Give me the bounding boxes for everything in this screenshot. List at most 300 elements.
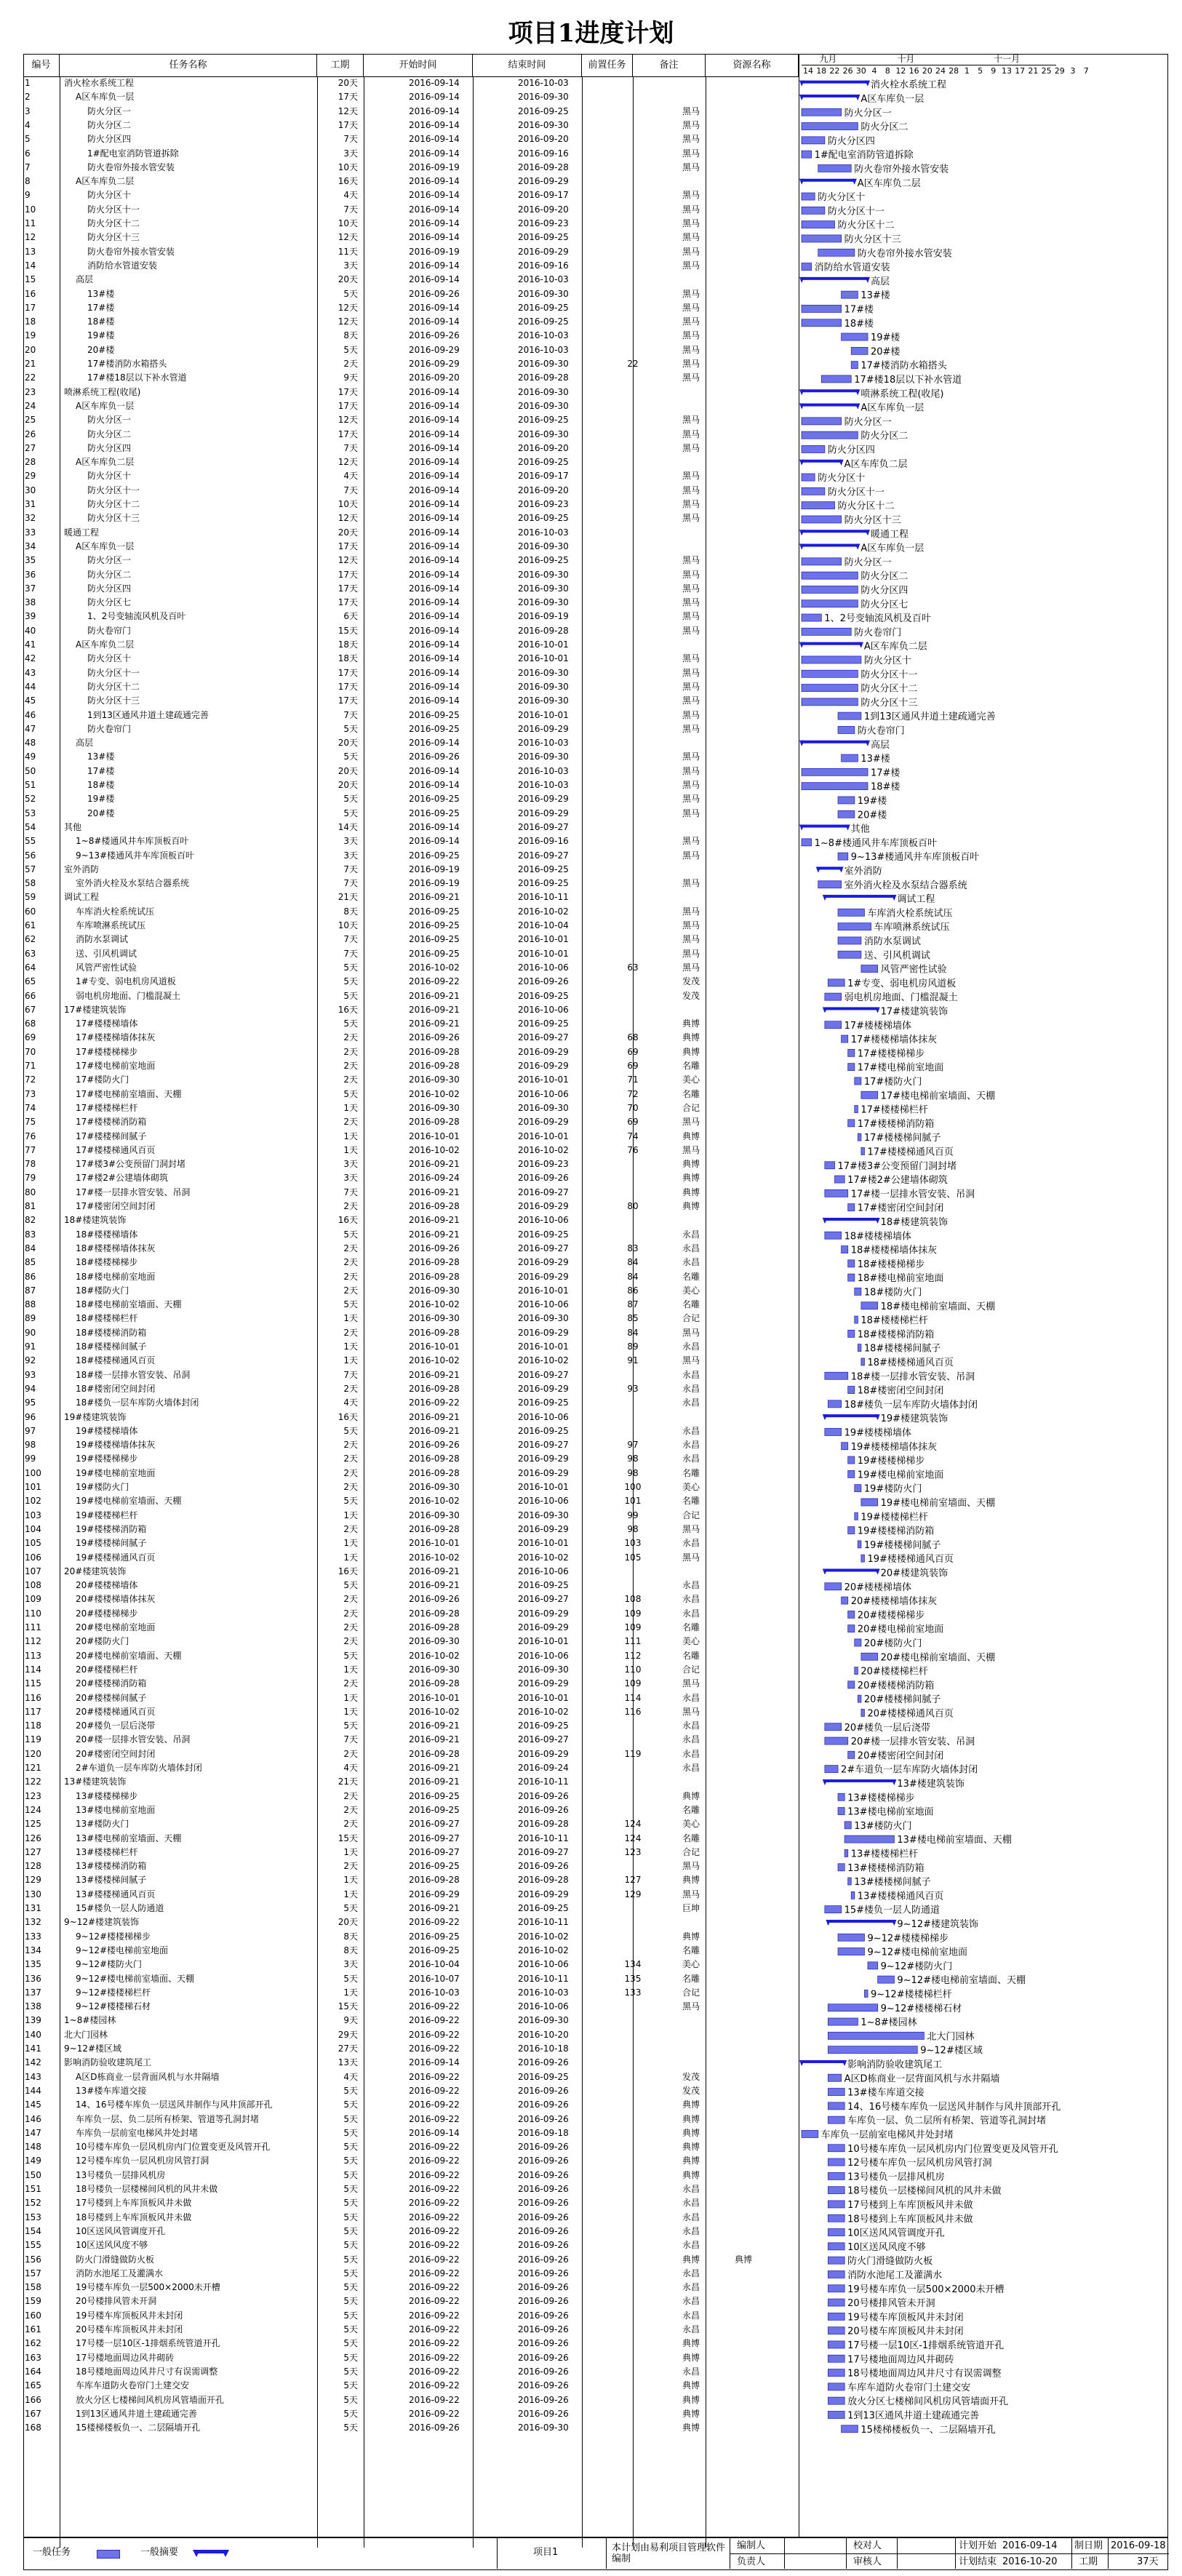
task-bar[interactable]: [861, 1146, 954, 1157]
task-bar[interactable]: [828, 2311, 963, 2323]
table-row[interactable]: [23, 2408, 799, 2422]
col-header-note[interactable]: 备注: [633, 54, 706, 77]
table-row[interactable]: [23, 948, 799, 962]
task-bar[interactable]: [838, 711, 996, 722]
task-bar[interactable]: [802, 303, 874, 315]
task-bar[interactable]: [825, 992, 958, 1003]
summary-bar[interactable]: [826, 1918, 978, 1930]
table-row[interactable]: [23, 1467, 799, 1481]
table-row[interactable]: [23, 597, 799, 610]
table-row[interactable]: [23, 302, 799, 316]
table-row[interactable]: [23, 541, 799, 554]
table-row[interactable]: [23, 2337, 799, 2351]
table-row[interactable]: [23, 1902, 799, 1916]
table-row[interactable]: [23, 512, 799, 526]
summary-bar[interactable]: [823, 1413, 948, 1424]
task-bar[interactable]: [825, 1160, 957, 1172]
table-row[interactable]: [23, 1200, 799, 1214]
table-row[interactable]: [23, 793, 799, 807]
task-bar[interactable]: [861, 1090, 995, 1101]
table-row[interactable]: [23, 1397, 799, 1411]
task-bar[interactable]: [861, 964, 947, 976]
table-row[interactable]: [23, 2422, 799, 2436]
task-bar[interactable]: [848, 1272, 944, 1284]
table-row[interactable]: [23, 2212, 799, 2225]
task-bar[interactable]: [844, 1848, 918, 1859]
table-row[interactable]: [23, 162, 799, 175]
table-row[interactable]: [23, 2394, 799, 2408]
task-bar[interactable]: [848, 1062, 944, 1074]
table-row[interactable]: [23, 2225, 799, 2239]
task-bar[interactable]: [825, 1188, 975, 1200]
task-bar[interactable]: [802, 135, 875, 147]
task-bar[interactable]: [818, 247, 952, 259]
task-bar[interactable]: [828, 2101, 1061, 2113]
table-row[interactable]: [23, 330, 799, 343]
task-bar[interactable]: [848, 1203, 944, 1214]
task-bar[interactable]: [828, 2255, 933, 2267]
table-row[interactable]: [23, 1510, 799, 1523]
table-row[interactable]: [23, 976, 799, 989]
task-bar[interactable]: [838, 1932, 949, 1944]
task-bar[interactable]: [844, 1820, 912, 1832]
task-bar[interactable]: [828, 2340, 1004, 2351]
table-row[interactable]: [23, 2295, 799, 2309]
task-bar[interactable]: [838, 795, 887, 807]
table-row[interactable]: [23, 204, 799, 218]
table-row[interactable]: [23, 358, 799, 372]
task-bar[interactable]: [842, 290, 891, 301]
summary-bar[interactable]: [816, 865, 882, 877]
task-bar[interactable]: [802, 430, 908, 442]
table-row[interactable]: [23, 1439, 799, 1453]
summary-bar[interactable]: [799, 388, 944, 399]
task-bar[interactable]: [802, 2129, 954, 2140]
task-bar[interactable]: [838, 851, 979, 863]
table-row[interactable]: [23, 1678, 799, 1691]
table-row[interactable]: [23, 2281, 799, 2295]
table-row[interactable]: [23, 316, 799, 330]
task-bar[interactable]: [848, 1680, 935, 1691]
table-row[interactable]: [23, 2043, 799, 2057]
table-row[interactable]: [23, 583, 799, 597]
col-header-name[interactable]: 任务名称: [60, 54, 317, 77]
task-bar[interactable]: [802, 220, 895, 231]
task-bar[interactable]: [828, 2396, 1008, 2407]
task-bar[interactable]: [802, 486, 884, 498]
table-row[interactable]: [23, 2057, 799, 2070]
task-bar[interactable]: [802, 191, 865, 203]
table-row[interactable]: [23, 1285, 799, 1299]
col-header-duration[interactable]: 工期: [317, 54, 364, 77]
table-row[interactable]: [23, 2155, 799, 2169]
task-bar[interactable]: [825, 1427, 911, 1438]
task-bar[interactable]: [825, 1582, 911, 1593]
task-bar[interactable]: [848, 1876, 931, 1888]
table-row[interactable]: [23, 765, 799, 779]
task-bar[interactable]: [848, 1455, 925, 1467]
table-row[interactable]: [23, 1327, 799, 1341]
table-row[interactable]: [23, 148, 799, 162]
table-row[interactable]: [23, 1846, 799, 1860]
task-bar[interactable]: [802, 781, 901, 793]
table-row[interactable]: [23, 1720, 799, 1734]
table-row[interactable]: [23, 1579, 799, 1593]
table-row[interactable]: [23, 77, 799, 91]
task-bar[interactable]: [802, 655, 911, 666]
table-row[interactable]: [23, 400, 799, 414]
table-row[interactable]: [23, 2001, 799, 2014]
table-row[interactable]: [23, 2324, 799, 2337]
table-row[interactable]: [23, 2380, 799, 2393]
task-bar[interactable]: [828, 2409, 979, 2421]
task-bar[interactable]: [802, 318, 874, 330]
task-bar[interactable]: [835, 1174, 948, 1186]
task-bar[interactable]: [858, 1539, 941, 1551]
summary-bar[interactable]: [799, 528, 909, 540]
task-bar[interactable]: [828, 2115, 1046, 2126]
table-row[interactable]: [23, 962, 799, 976]
summary-bar[interactable]: [799, 178, 921, 189]
table-row[interactable]: [23, 1144, 799, 1158]
summary-bar[interactable]: [799, 276, 890, 287]
summary-bar[interactable]: [799, 79, 946, 91]
table-row[interactable]: [23, 1593, 799, 1607]
task-bar[interactable]: [802, 514, 901, 526]
table-row[interactable]: [23, 372, 799, 386]
table-row[interactable]: [23, 1874, 799, 1888]
task-bar[interactable]: [828, 2297, 935, 2309]
task-bar[interactable]: [802, 683, 917, 695]
task-bar[interactable]: [855, 1666, 928, 1678]
table-row[interactable]: [23, 1889, 799, 1902]
task-bar[interactable]: [855, 1076, 922, 1088]
col-header-predecessor[interactable]: 前置任务: [582, 54, 633, 77]
table-row[interactable]: [23, 1131, 799, 1144]
task-bar[interactable]: [825, 1736, 975, 1747]
table-row[interactable]: [23, 667, 799, 681]
task-bar[interactable]: [802, 121, 908, 133]
table-row[interactable]: [23, 1243, 799, 1256]
table-row[interactable]: [23, 1481, 799, 1495]
task-bar[interactable]: [858, 1132, 941, 1144]
table-row[interactable]: [23, 1566, 799, 1579]
task-bar[interactable]: [818, 163, 949, 175]
table-row[interactable]: [23, 850, 799, 864]
task-bar[interactable]: [828, 2213, 973, 2225]
table-row[interactable]: [23, 274, 799, 287]
table-row[interactable]: [23, 554, 799, 568]
task-bar[interactable]: [861, 1497, 995, 1509]
task-bar[interactable]: [818, 880, 967, 891]
table-row[interactable]: [23, 189, 799, 203]
summary-bar[interactable]: [799, 402, 924, 414]
table-row[interactable]: [23, 1790, 799, 1804]
task-bar[interactable]: [828, 2353, 954, 2365]
task-bar[interactable]: [828, 2143, 1058, 2155]
task-bar[interactable]: [855, 1315, 928, 1326]
task-bar[interactable]: [825, 1230, 911, 1242]
task-bar[interactable]: [802, 472, 865, 484]
table-row[interactable]: [23, 933, 799, 947]
table-row[interactable]: [23, 470, 799, 484]
task-bar[interactable]: [855, 1483, 922, 1495]
table-row[interactable]: [23, 1552, 799, 1566]
task-bar[interactable]: [825, 1722, 930, 1734]
task-bar[interactable]: [855, 1286, 922, 1298]
table-row[interactable]: [23, 1804, 799, 1818]
task-bar[interactable]: [855, 1511, 928, 1523]
table-row[interactable]: [23, 119, 799, 133]
task-bar[interactable]: [838, 949, 930, 961]
table-row[interactable]: [23, 709, 799, 723]
table-row[interactable]: [23, 1088, 799, 1102]
task-bar[interactable]: [848, 1328, 935, 1340]
task-bar[interactable]: [855, 1638, 922, 1649]
task-bar[interactable]: [842, 1595, 938, 1607]
table-row[interactable]: [23, 527, 799, 541]
table-row[interactable]: [23, 414, 799, 428]
table-row[interactable]: [23, 2239, 799, 2253]
table-row[interactable]: [23, 1833, 799, 1846]
table-row[interactable]: [23, 1622, 799, 1635]
task-bar[interactable]: [838, 809, 887, 821]
task-bar[interactable]: [828, 2269, 942, 2281]
task-bar[interactable]: [802, 262, 890, 274]
task-bar[interactable]: [848, 1624, 944, 1635]
table-row[interactable]: [23, 428, 799, 442]
task-bar[interactable]: [842, 1441, 938, 1453]
task-bar[interactable]: [851, 1890, 943, 1902]
table-row[interactable]: [23, 2366, 799, 2380]
col-header-start[interactable]: 开始时间: [364, 54, 473, 77]
task-bar[interactable]: [848, 1526, 935, 1537]
table-row[interactable]: [23, 653, 799, 666]
task-bar[interactable]: [828, 2003, 962, 2014]
task-bar[interactable]: [802, 557, 892, 568]
table-row[interactable]: [23, 1987, 799, 2001]
task-bar[interactable]: [802, 669, 917, 680]
task-bar[interactable]: [878, 1974, 1026, 1986]
table-row[interactable]: [23, 1958, 799, 1972]
task-bar[interactable]: [828, 2185, 1001, 2197]
table-row[interactable]: [23, 821, 799, 835]
task-bar[interactable]: [825, 1905, 940, 1916]
table-row[interactable]: [23, 2014, 799, 2028]
table-row[interactable]: [23, 1229, 799, 1243]
task-bar[interactable]: [802, 626, 901, 638]
table-row[interactable]: [23, 1060, 799, 1074]
task-bar[interactable]: [861, 1707, 954, 1719]
task-bar[interactable]: [802, 205, 884, 217]
task-bar[interactable]: [828, 2326, 963, 2337]
summary-bar[interactable]: [799, 458, 908, 470]
task-bar[interactable]: [802, 501, 895, 512]
table-row[interactable]: [23, 1748, 799, 1762]
table-row[interactable]: [23, 864, 799, 877]
table-row[interactable]: [23, 1608, 799, 1622]
task-bar[interactable]: [802, 599, 908, 610]
task-bar[interactable]: [802, 837, 937, 849]
table-row[interactable]: [23, 1074, 799, 1088]
table-row[interactable]: [23, 639, 799, 653]
task-bar[interactable]: [838, 936, 921, 947]
table-row[interactable]: [23, 1635, 799, 1649]
table-row[interactable]: [23, 1271, 799, 1285]
task-bar[interactable]: [842, 1034, 938, 1045]
table-row[interactable]: [23, 1650, 799, 1664]
summary-bar[interactable]: [799, 543, 924, 554]
summary-bar[interactable]: [823, 894, 935, 905]
table-row[interactable]: [23, 1537, 799, 1551]
table-row[interactable]: [23, 1032, 799, 1045]
table-row[interactable]: [23, 91, 799, 105]
task-bar[interactable]: [838, 1806, 934, 1818]
table-row[interactable]: [23, 2268, 799, 2281]
table-row[interactable]: [23, 1973, 799, 1987]
task-bar[interactable]: [842, 332, 901, 343]
table-row[interactable]: [23, 260, 799, 274]
table-row[interactable]: [23, 877, 799, 891]
table-row[interactable]: [23, 175, 799, 189]
table-row[interactable]: [23, 1214, 799, 1228]
task-bar[interactable]: [828, 2199, 973, 2211]
task-bar[interactable]: [855, 1104, 928, 1116]
task-bar[interactable]: [868, 1961, 952, 1972]
table-row[interactable]: [23, 1383, 799, 1397]
table-row[interactable]: [23, 1411, 799, 1425]
table-row[interactable]: [23, 1341, 799, 1355]
table-row[interactable]: [23, 610, 799, 624]
task-bar[interactable]: [848, 1469, 944, 1480]
table-row[interactable]: [23, 1818, 799, 1832]
task-bar[interactable]: [802, 570, 908, 582]
table-row[interactable]: [23, 288, 799, 302]
table-row[interactable]: [23, 1495, 799, 1509]
col-header-end[interactable]: 结束时间: [473, 54, 582, 77]
table-row[interactable]: [23, 1916, 799, 1930]
table-row[interactable]: [23, 1187, 799, 1200]
table-row[interactable]: [23, 2352, 799, 2366]
task-bar[interactable]: [828, 1399, 978, 1411]
summary-bar[interactable]: [799, 93, 924, 105]
table-row[interactable]: [23, 569, 799, 583]
task-bar[interactable]: [861, 1301, 995, 1312]
col-header-resource[interactable]: 资源名称: [706, 54, 799, 77]
table-row[interactable]: [23, 1706, 799, 1720]
table-row[interactable]: [23, 1931, 799, 1945]
task-bar[interactable]: [842, 753, 891, 765]
table-row[interactable]: [23, 1256, 799, 1270]
table-row[interactable]: [23, 681, 799, 695]
task-bar[interactable]: [802, 697, 917, 709]
table-row[interactable]: [23, 751, 799, 765]
table-row[interactable]: [23, 1692, 799, 1706]
task-bar[interactable]: [848, 1750, 944, 1761]
table-row[interactable]: [23, 344, 799, 358]
task-bar[interactable]: [848, 1259, 925, 1270]
table-row[interactable]: [23, 1860, 799, 1874]
table-row[interactable]: [23, 1425, 799, 1439]
task-bar[interactable]: [828, 2368, 1001, 2380]
table-row[interactable]: [23, 2085, 799, 2099]
task-bar[interactable]: [828, 2073, 999, 2084]
table-row[interactable]: [23, 737, 799, 751]
task-bar[interactable]: [821, 374, 962, 386]
summary-bar[interactable]: [799, 824, 870, 835]
table-row[interactable]: [23, 1776, 799, 1790]
table-row[interactable]: [23, 1158, 799, 1172]
table-row[interactable]: [23, 1299, 799, 1312]
summary-bar[interactable]: [823, 1567, 948, 1579]
table-row[interactable]: [23, 1046, 799, 1060]
task-bar[interactable]: [802, 767, 901, 778]
table-row[interactable]: [23, 1355, 799, 1368]
task-bar[interactable]: [828, 2382, 970, 2393]
table-row[interactable]: [23, 1453, 799, 1467]
task-bar[interactable]: [828, 2017, 917, 2028]
table-row[interactable]: [23, 1312, 799, 1326]
task-bar[interactable]: [851, 360, 948, 372]
table-row[interactable]: [23, 1664, 799, 1678]
task-bar[interactable]: [851, 346, 901, 357]
task-bar[interactable]: [838, 1792, 915, 1803]
summary-bar[interactable]: [799, 739, 890, 751]
table-row[interactable]: [23, 808, 799, 821]
task-bar[interactable]: [802, 149, 914, 161]
table-row[interactable]: [23, 1116, 799, 1130]
table-row[interactable]: [23, 2029, 799, 2043]
table-row[interactable]: [23, 2099, 799, 2113]
task-bar[interactable]: [825, 1764, 978, 1776]
table-row[interactable]: [23, 1369, 799, 1383]
table-row[interactable]: [23, 1004, 799, 1018]
task-bar[interactable]: [828, 2228, 944, 2239]
summary-bar[interactable]: [823, 1216, 948, 1228]
table-row[interactable]: [23, 906, 799, 920]
task-bar[interactable]: [828, 2284, 1004, 2295]
task-bar[interactable]: [825, 1371, 975, 1382]
table-row[interactable]: [23, 133, 799, 147]
task-bar[interactable]: [838, 725, 905, 736]
summary-bar[interactable]: [823, 1778, 965, 1790]
task-bar[interactable]: [828, 2087, 924, 2099]
task-bar[interactable]: [802, 234, 901, 245]
table-row[interactable]: [23, 2127, 799, 2141]
table-row[interactable]: [23, 2197, 799, 2211]
col-header-id[interactable]: 编号: [23, 54, 60, 77]
task-bar[interactable]: [861, 1357, 954, 1368]
table-row[interactable]: [23, 456, 799, 470]
task-bar[interactable]: [802, 107, 892, 119]
table-row[interactable]: [23, 2071, 799, 2085]
table-row[interactable]: [23, 2254, 799, 2268]
task-bar[interactable]: [848, 1118, 935, 1130]
task-bar[interactable]: [828, 2241, 925, 2253]
table-row[interactable]: [23, 1945, 799, 1958]
table-row[interactable]: [23, 2183, 799, 2197]
table-row[interactable]: [23, 891, 799, 905]
table-row[interactable]: [23, 2310, 799, 2324]
task-bar[interactable]: [848, 1609, 925, 1621]
table-row[interactable]: [23, 1523, 799, 1537]
task-bar[interactable]: [802, 444, 875, 455]
table-row[interactable]: [23, 246, 799, 260]
task-bar[interactable]: [838, 1862, 925, 1874]
summary-bar[interactable]: [823, 1005, 948, 1017]
task-bar[interactable]: [838, 1947, 967, 1958]
table-row[interactable]: [23, 625, 799, 639]
